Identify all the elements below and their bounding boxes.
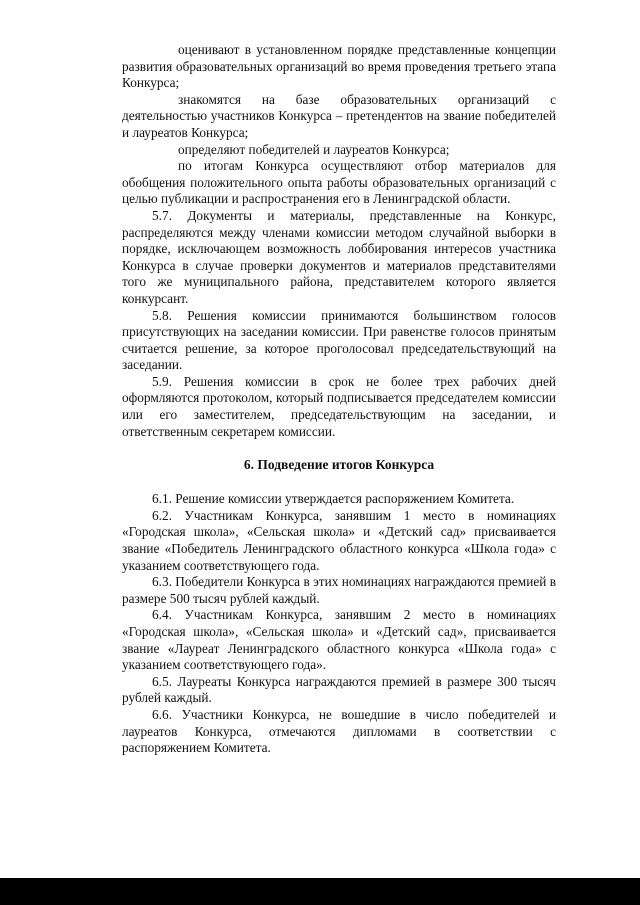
paragraph-6-2: 6.2. Участникам Конкурса, занявшим 1 место в номинациях «Городская школа», «Сельская школа» и «Детский сад» присваивается звание «Победитель Ленинградского областного конкурса «Школа года» с указанием соответствующего года. — [122, 507, 556, 573]
paragraph-determine: определяют победителей и лауреатов Конкурса; — [178, 141, 450, 157]
scan-border-bar — [0, 878, 640, 905]
paragraph-6-4: 6.4. Участникам Конкурса, занявшим 2 место в номинациях «Городская школа», «Сельская школа» и «Детский сад», присваивается звание «Лауреат Ленинградского областного конкурса «Школа года» с указанием соответствующего года». — [122, 607, 556, 673]
paragraph-6-1: 6.1. Решение комиссии утверждается распоряжением Комитета. — [152, 491, 515, 507]
paragraph-6-5: 6.5. Лауреаты Конкурса награждаются премией в размере 300 тысяч рублей каждый. — [122, 673, 556, 706]
document-page — [122, 42, 556, 757]
paragraph-select-materials: по итогам Конкурса осуществляют отбор материалов для обобщения положительного опыта работы образовательных организаций с целью публикации и распространения его в Ленинградской области. — [122, 158, 556, 207]
paragraph-5-7: 5.7. Документы и материалы, представленные на Конкурс, распределяются между членами комиссии методом случайной выборки в порядке, исключающем возможность лоббирования интересов участника Конкурса в случае проверки документов и материалов представителями того же муниципального района, представителем которого является конкурсант. — [122, 207, 556, 306]
paragraph-evaluate: оценивают в установленном порядке представленные концепции развития образовательных организаций во время проведения третьего этапа Конкурса; — [122, 42, 556, 91]
paragraph-5-9: 5.9. Решения комиссии в срок не более трех рабочих дней оформляются протоколом, который подписывается председателем комиссии или его заместителем, председательствующим на заседании, и ответственным секретарем комиссии. — [122, 373, 556, 439]
paragraph-6-3: 6.3. Победители Конкурса в этих номинациях награждаются премией в размере 500 тысяч рублей каждый. — [122, 574, 556, 606]
paragraph-familiarize: знакомятся на базе образовательных организаций с деятельностью участников Конкурса – претендентов на звание победителей и лауреатов Конкурса; — [122, 91, 556, 140]
paragraph-5-8: 5.8. Решения комиссии принимаются большинством голосов присутствующих на заседании комиссии. При равенстве голосов принятым считается решение, за которое проголосовал председательствующий на заседании. — [122, 307, 556, 373]
section-heading: 6. Подведение итогов Конкурса — [243, 457, 435, 473]
paragraph-6-6: 6.6. Участники Конкурса, не вошедшие в число победителей и лауреатов Конкурса, отмечаются дипломами в соответствии с распоряжением Комитета. — [122, 706, 556, 756]
